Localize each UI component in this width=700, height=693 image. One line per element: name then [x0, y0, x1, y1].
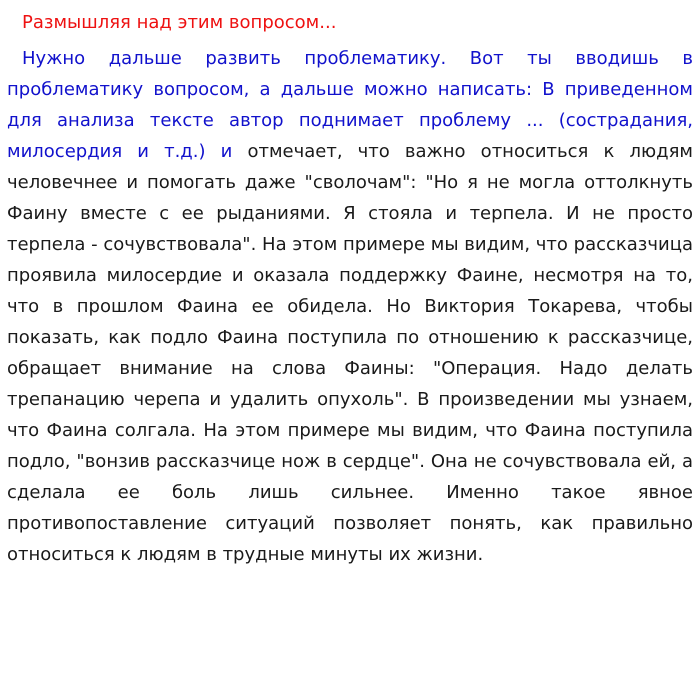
essay-paragraph — [7, 43, 693, 570]
essay-heading: Размышляя над этим вопросом... — [22, 12, 337, 33]
essay-body-text: отмечает, что важно относиться к людям человечнее и помогать даже "сволочам": "Но я не могла оттолкнуть Фаину вместе с ее рыданиями. Я стояла и терпела. И не просто терпела - сочувствовала". На этом примере мы видим, что рассказчица проявила милосердие и оказала поддержку Фаине, несмотря на то, что в прошлом Фаина ее обидела. Но Виктория Токарева, чтобы показать, как подло Фаина поступила по отношению к рассказчице, обращает внимание на слова Фаины: "Операция. Надо делать трепанацию черепа и удалить опухоль". В произведении мы узнаем, что Фаина солгала. На этом примере мы видим, что Фаина поступила подло, "вонзив рассказчице нож в сердце". Она не сочувствовала ей, а сделала ее боль лишь сильнее. Именно такое явное противопоставление ситуаций позволяет понять, как правильно относиться к людям в трудные минуты их жизни. — [7, 141, 693, 565]
teacher-hint-text: Нужно дальше развить проблематику. Вот ты вводишь в проблематику вопросом, а дальше можно написать: В приведенном для анализа тексте автор поднимает проблему ... (сострадания, милосердия и т.д.) и — [7, 48, 693, 162]
